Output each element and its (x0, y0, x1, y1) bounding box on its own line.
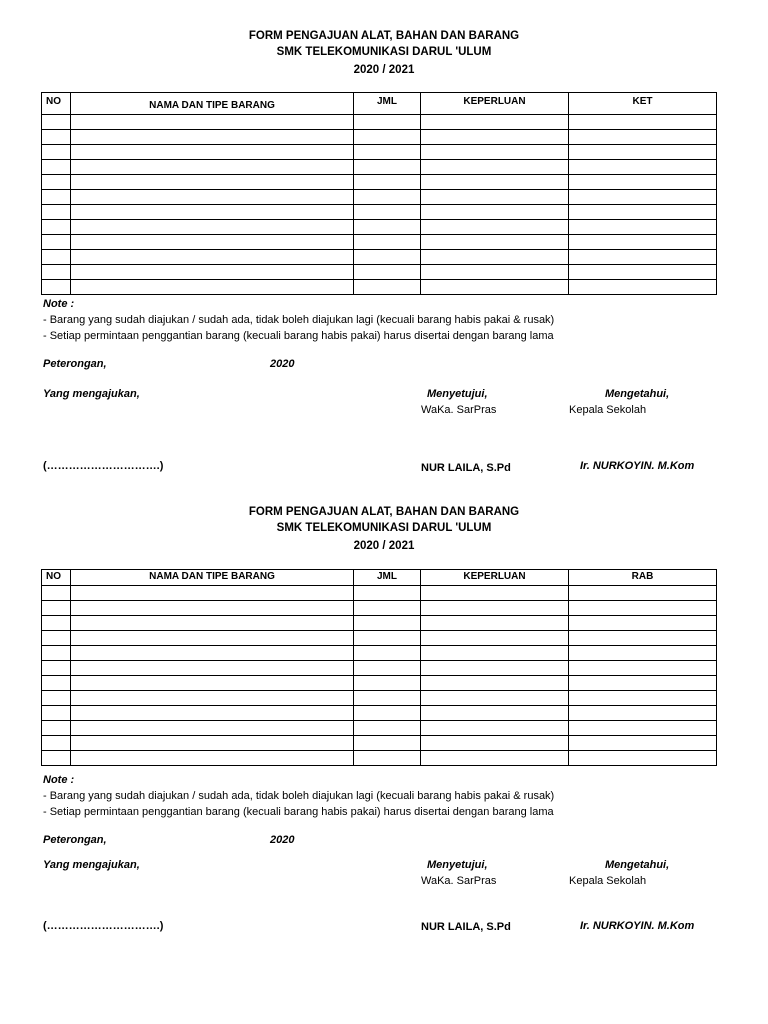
acknowledger-name: Ir. NURKOYIN. M.Kom (580, 920, 695, 932)
place-label: Peterongan, (43, 834, 107, 846)
cell-budget[interactable] (569, 706, 717, 721)
cell-no[interactable] (42, 175, 71, 190)
cell-item[interactable] (71, 130, 354, 145)
cell-qty[interactable] (354, 175, 421, 190)
table-body (42, 586, 717, 766)
cell-no[interactable] (42, 721, 71, 736)
cell-remarks[interactable] (569, 160, 717, 175)
cell-budget[interactable] (569, 646, 717, 661)
cell-qty[interactable] (354, 706, 421, 721)
cell-item[interactable] (71, 190, 354, 205)
cell-budget[interactable] (569, 586, 717, 601)
cell-item[interactable] (71, 175, 354, 190)
cell-budget[interactable] (569, 631, 717, 646)
place-label: Peterongan, (43, 358, 107, 370)
cell-remarks[interactable] (569, 220, 717, 235)
table-row (42, 115, 717, 130)
cell-no[interactable] (42, 280, 71, 295)
cell-qty[interactable] (354, 160, 421, 175)
cell-purpose[interactable] (421, 280, 569, 295)
acknowledger-name: Ir. NURKOYIN. M.Kom (580, 460, 695, 472)
cell-budget[interactable] (569, 736, 717, 751)
cell-purpose[interactable] (421, 586, 569, 601)
cell-item[interactable] (71, 706, 354, 721)
items-table (41, 569, 717, 766)
cell-item[interactable] (71, 661, 354, 676)
cell-no[interactable] (42, 205, 71, 220)
cell-item[interactable] (71, 601, 354, 616)
acknowledge-label: Mengetahui, (605, 388, 670, 400)
cell-purpose[interactable] (421, 676, 569, 691)
column-header-budget: RAB (569, 570, 717, 586)
cell-qty[interactable] (354, 676, 421, 691)
cell-qty[interactable] (354, 646, 421, 661)
cell-item[interactable] (71, 115, 354, 130)
cell-no[interactable] (42, 676, 71, 691)
cell-remarks[interactable] (569, 280, 717, 295)
cell-no[interactable] (42, 235, 71, 250)
table-row (42, 601, 717, 616)
cell-remarks[interactable] (569, 250, 717, 265)
cell-remarks[interactable] (569, 205, 717, 220)
cell-item[interactable] (71, 631, 354, 646)
table-row (42, 205, 717, 220)
cell-remarks[interactable] (569, 265, 717, 280)
cell-item[interactable] (71, 586, 354, 601)
table-header-row (42, 93, 717, 115)
cell-qty[interactable] (354, 736, 421, 751)
table-row (42, 280, 717, 295)
cell-purpose[interactable] (421, 721, 569, 736)
cell-budget[interactable] (569, 721, 717, 736)
table-row (42, 616, 717, 631)
cell-purpose[interactable] (421, 175, 569, 190)
column-header-qty: JML (354, 570, 421, 586)
note-line-2: - Setiap permintaan penggantian barang (kecuali barang habis pakai) harus disertai dengan barang lama (43, 330, 554, 342)
cell-purpose[interactable] (421, 220, 569, 235)
table-header-row (42, 570, 717, 586)
table-row (42, 250, 717, 265)
note-line-1: - Barang yang sudah diajukan / sudah ada, tidak boleh diajukan lagi (kecuali barang habis pakai & rusak) (43, 790, 555, 802)
school-name: SMK TELEKOMUNIKASI DARUL 'ULUM (276, 46, 492, 58)
cell-qty[interactable] (354, 751, 421, 766)
cell-qty[interactable] (354, 721, 421, 736)
applicant-label: Yang mengajukan, (43, 859, 140, 871)
cell-purpose[interactable] (421, 190, 569, 205)
table-row (42, 175, 717, 190)
cell-no[interactable] (42, 265, 71, 280)
cell-no[interactable] (42, 616, 71, 631)
academic-year: 2020 / 2021 (353, 540, 415, 552)
table-row (42, 265, 717, 280)
cell-qty[interactable] (354, 145, 421, 160)
cell-qty[interactable] (354, 265, 421, 280)
cell-item[interactable] (71, 736, 354, 751)
cell-no[interactable] (42, 736, 71, 751)
table-row (42, 160, 717, 175)
cell-purpose[interactable] (421, 661, 569, 676)
applicant-name-blank: (………………………….) (43, 460, 164, 472)
cell-qty[interactable] (354, 130, 421, 145)
cell-purpose[interactable] (421, 130, 569, 145)
table-row (42, 691, 717, 706)
column-header-no: NO (42, 570, 71, 586)
school-name: SMK TELEKOMUNIKASI DARUL 'ULUM (276, 522, 492, 534)
cell-remarks[interactable] (569, 190, 717, 205)
table-row (42, 586, 717, 601)
cell-qty[interactable] (354, 616, 421, 631)
cell-item[interactable] (71, 676, 354, 691)
cell-qty[interactable] (354, 205, 421, 220)
cell-purpose[interactable] (421, 691, 569, 706)
cell-purpose[interactable] (421, 736, 569, 751)
approver-name: NUR LAILA, S.Pd (421, 462, 511, 474)
cell-qty[interactable] (354, 115, 421, 130)
table-row (42, 646, 717, 661)
cell-remarks[interactable] (569, 175, 717, 190)
cell-no[interactable] (42, 646, 71, 661)
cell-no[interactable] (42, 691, 71, 706)
cell-no[interactable] (42, 250, 71, 265)
cell-purpose[interactable] (421, 751, 569, 766)
form-title: FORM PENGAJUAN ALAT, BAHAN DAN BARANG (248, 30, 520, 42)
table-row (42, 751, 717, 766)
cell-remarks[interactable] (569, 130, 717, 145)
cell-no[interactable] (42, 220, 71, 235)
cell-remarks[interactable] (569, 145, 717, 160)
column-header-purpose: KEPERLUAN (421, 570, 569, 586)
cell-item[interactable] (71, 691, 354, 706)
table-row (42, 220, 717, 235)
academic-year: 2020 / 2021 (353, 64, 415, 76)
cell-budget[interactable] (569, 751, 717, 766)
cell-budget[interactable] (569, 676, 717, 691)
cell-purpose[interactable] (421, 145, 569, 160)
table-row (42, 235, 717, 250)
cell-item[interactable] (71, 235, 354, 250)
cell-budget[interactable] (569, 601, 717, 616)
cell-budget[interactable] (569, 616, 717, 631)
cell-no[interactable] (42, 190, 71, 205)
cell-purpose[interactable] (421, 616, 569, 631)
cell-purpose[interactable] (421, 205, 569, 220)
cell-purpose[interactable] (421, 115, 569, 130)
cell-item[interactable] (71, 616, 354, 631)
cell-item[interactable] (71, 646, 354, 661)
acknowledge-role: Kepala Sekolah (569, 404, 647, 416)
table-body (42, 115, 717, 295)
table-row (42, 676, 717, 691)
approve-label: Menyetujui, (427, 388, 488, 400)
table-row (42, 145, 717, 160)
note-heading: Note : (43, 774, 75, 786)
column-header-no: NO (42, 93, 71, 115)
cell-no[interactable] (42, 115, 71, 130)
cell-remarks[interactable] (569, 235, 717, 250)
cell-purpose[interactable] (421, 601, 569, 616)
table-row (42, 706, 717, 721)
date-year: 2020 (270, 834, 295, 846)
cell-no[interactable] (42, 661, 71, 676)
cell-purpose[interactable] (421, 265, 569, 280)
cell-no[interactable] (42, 601, 71, 616)
cell-qty[interactable] (354, 691, 421, 706)
cell-qty[interactable] (354, 235, 421, 250)
date-year: 2020 (270, 358, 295, 370)
table-row (42, 661, 717, 676)
cell-no[interactable] (42, 586, 71, 601)
cell-purpose[interactable] (421, 235, 569, 250)
note-heading: Note : (43, 298, 75, 310)
cell-purpose[interactable] (421, 250, 569, 265)
cell-no[interactable] (42, 706, 71, 721)
cell-item[interactable] (71, 280, 354, 295)
cell-qty[interactable] (354, 220, 421, 235)
table-row (42, 736, 717, 751)
cell-qty[interactable] (354, 586, 421, 601)
cell-item[interactable] (71, 250, 354, 265)
column-header-remarks: KET (569, 93, 717, 115)
applicant-label: Yang mengajukan, (43, 388, 140, 400)
column-header-item: NAMA DAN TIPE BARANG (71, 570, 354, 586)
cell-no[interactable] (42, 631, 71, 646)
cell-remarks[interactable] (569, 115, 717, 130)
cell-no[interactable] (42, 751, 71, 766)
cell-purpose[interactable] (421, 646, 569, 661)
table-row (42, 721, 717, 736)
approve-label: Menyetujui, (427, 859, 488, 871)
approve-role: WaKa. SarPras (421, 875, 497, 887)
cell-purpose[interactable] (421, 631, 569, 646)
cell-item[interactable] (71, 160, 354, 175)
table-row (42, 130, 717, 145)
cell-no[interactable] (42, 160, 71, 175)
cell-item[interactable] (71, 145, 354, 160)
acknowledge-label: Mengetahui, (605, 859, 670, 871)
cell-purpose[interactable] (421, 706, 569, 721)
column-header-qty: JML (354, 93, 421, 115)
table-row (42, 631, 717, 646)
cell-no[interactable] (42, 130, 71, 145)
column-header-purpose: KEPERLUAN (421, 93, 569, 115)
table-row (42, 190, 717, 205)
acknowledge-role: Kepala Sekolah (569, 875, 647, 887)
column-header-item: NAMA DAN TIPE BARANG (71, 93, 354, 115)
cell-qty[interactable] (354, 250, 421, 265)
cell-qty[interactable] (354, 631, 421, 646)
approve-role: WaKa. SarPras (421, 404, 497, 416)
cell-purpose[interactable] (421, 160, 569, 175)
cell-qty[interactable] (354, 601, 421, 616)
cell-no[interactable] (42, 145, 71, 160)
items-table (41, 92, 717, 295)
cell-qty[interactable] (354, 280, 421, 295)
cell-item[interactable] (71, 751, 354, 766)
cell-item[interactable] (71, 265, 354, 280)
cell-qty[interactable] (354, 661, 421, 676)
cell-budget[interactable] (569, 661, 717, 676)
cell-item[interactable] (71, 205, 354, 220)
request-form-2 (0, 476, 768, 956)
applicant-name-blank: (………………………….) (43, 920, 164, 932)
cell-budget[interactable] (569, 691, 717, 706)
cell-item[interactable] (71, 721, 354, 736)
request-form-1 (0, 0, 768, 480)
note-line-2: - Setiap permintaan penggantian barang (kecuali barang habis pakai) harus disertai dengan barang lama (43, 806, 554, 818)
cell-qty[interactable] (354, 190, 421, 205)
form-title: FORM PENGAJUAN ALAT, BAHAN DAN BARANG (248, 506, 520, 518)
cell-item[interactable] (71, 220, 354, 235)
note-line-1: - Barang yang sudah diajukan / sudah ada, tidak boleh diajukan lagi (kecuali barang habis pakai & rusak) (43, 314, 555, 326)
approver-name: NUR LAILA, S.Pd (421, 921, 511, 933)
